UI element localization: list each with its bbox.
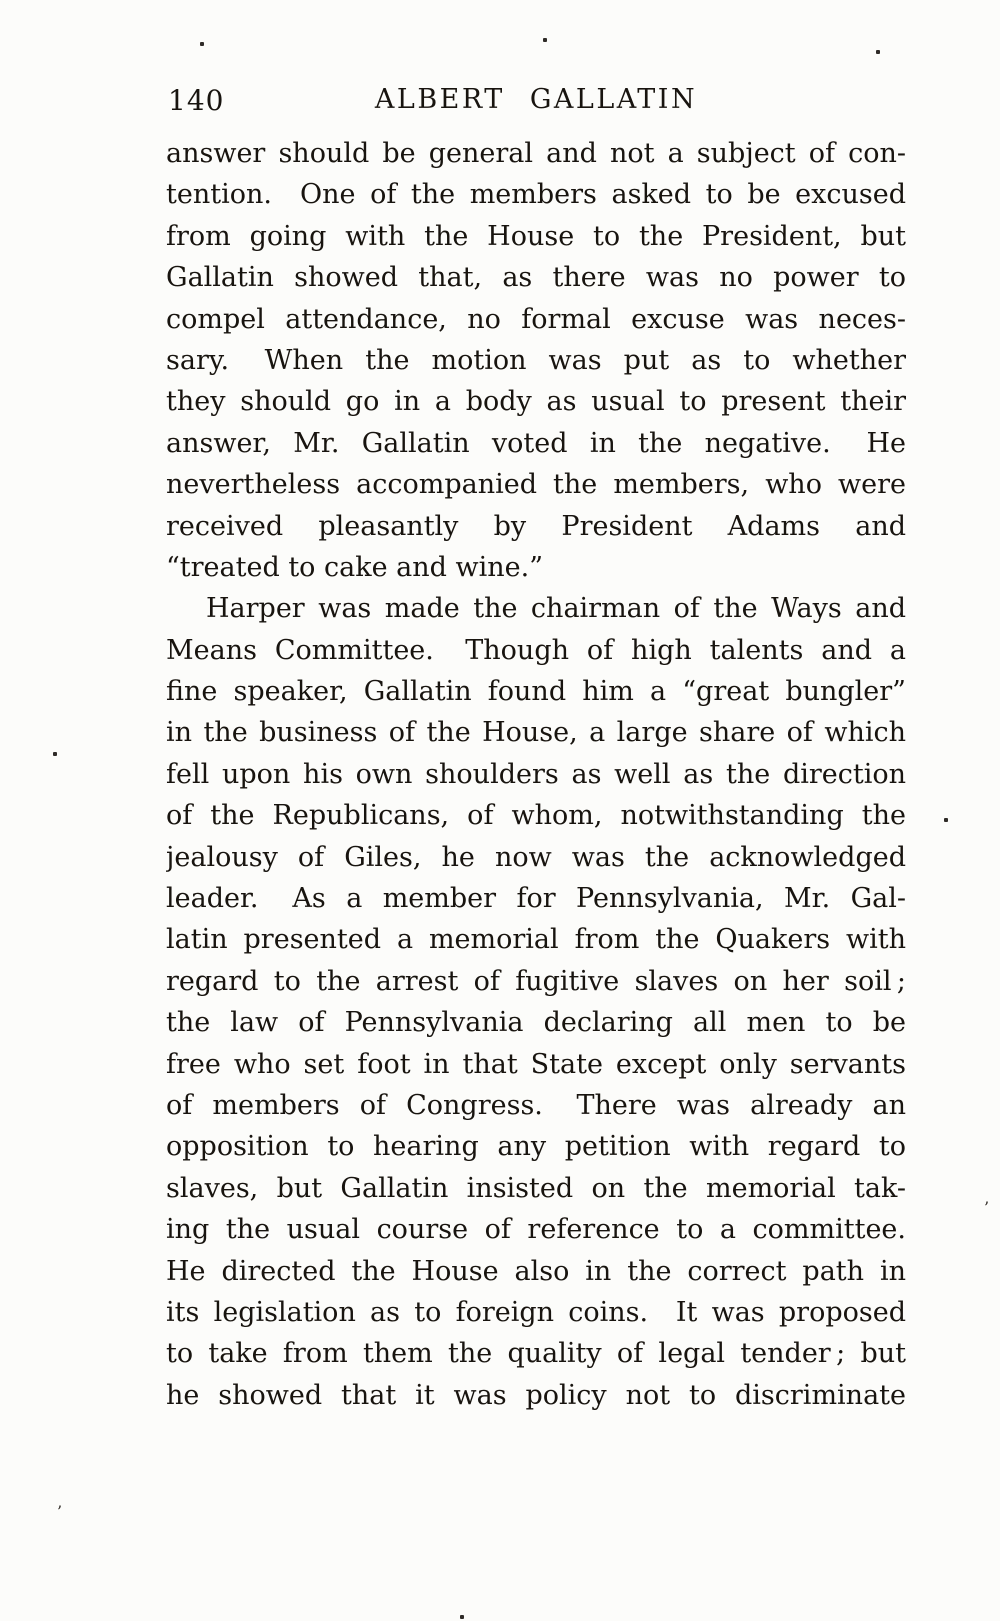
text-line: the law of Pennsylvania declaring all men to be	[166, 1007, 906, 1039]
text-line: of members of Congress. There was already an	[166, 1089, 906, 1121]
scan-speck	[53, 752, 57, 756]
text-line: He directed the House also in the correct path in	[166, 1255, 906, 1287]
text-line: fell upon his own shoulders as well as the direction	[166, 758, 906, 790]
text-line: he showed that it was policy not to discriminate	[166, 1379, 906, 1411]
text-line: received pleasantly by President Adams and	[166, 510, 906, 542]
scan-speck: ’	[984, 1198, 990, 1217]
text-line: Gallatin showed that, as there was no power to	[166, 262, 906, 294]
text-line: free who set foot in that State except only servants	[166, 1048, 906, 1080]
text-line: leader. As a member for Pennsylvania, Mr. Gal-	[166, 883, 906, 915]
page-body-text	[166, 133, 906, 1416]
text-line: to take from them the quality of legal tender ; but	[166, 1338, 906, 1370]
text-line: answer, Mr. Gallatin voted in the negative. He	[166, 427, 906, 459]
scan-speck: ’	[57, 1502, 63, 1521]
paragraph	[166, 588, 906, 1416]
running-header	[166, 82, 906, 118]
scan-speck	[460, 1615, 464, 1619]
text-line: its legislation as to foreign coins. It was proposed	[166, 1296, 906, 1328]
text-line: fine speaker, Gallatin found him a “great bungler”	[166, 676, 906, 708]
text-line: regard to the arrest of fugitive slaves on her soil ;	[166, 965, 906, 997]
text-line: answer should be general and not a subject of con-	[166, 138, 906, 169]
text-line: sary. When the motion was put as to whether	[166, 344, 906, 376]
text-line: jealousy of Giles, he now was the acknowledged	[166, 841, 906, 873]
scan-speck	[543, 38, 547, 42]
scan-speck	[200, 42, 204, 46]
scan-speck	[944, 818, 948, 822]
text-line: ing the usual course of reference to a committee.	[166, 1214, 906, 1246]
scan-speck	[876, 50, 880, 54]
text-line: tention. One of the members asked to be excused	[166, 179, 906, 211]
text-line: of the Republicans, of whom, notwithstanding the	[166, 800, 906, 832]
text-line: opposition to hearing any petition with regard to	[166, 1131, 906, 1163]
text-line: “treated to cake and wine.”	[166, 551, 544, 583]
text-line: in the business of the House, a large share of which	[166, 717, 906, 749]
text-line: slaves, but Gallatin insisted on the memorial tak-	[166, 1172, 906, 1204]
text-line: Means Committee. Though of high talents and a	[166, 634, 906, 666]
text-line: they should go in a body as usual to present their	[166, 386, 906, 418]
text-line: from going with the House to the President, but	[166, 220, 906, 252]
text-line: latin presented a memorial from the Quakers with	[166, 924, 906, 956]
text-line: nevertheless accompanied the members, who were	[166, 469, 906, 501]
paragraph	[166, 133, 906, 588]
text-line: Harper was made the chairman of the Ways and	[206, 593, 906, 625]
text-line: compel attendance, no formal excuse was neces-	[166, 303, 906, 335]
running-title: ALBERT GALLATIN	[374, 84, 698, 115]
page-number: 140	[168, 84, 225, 117]
